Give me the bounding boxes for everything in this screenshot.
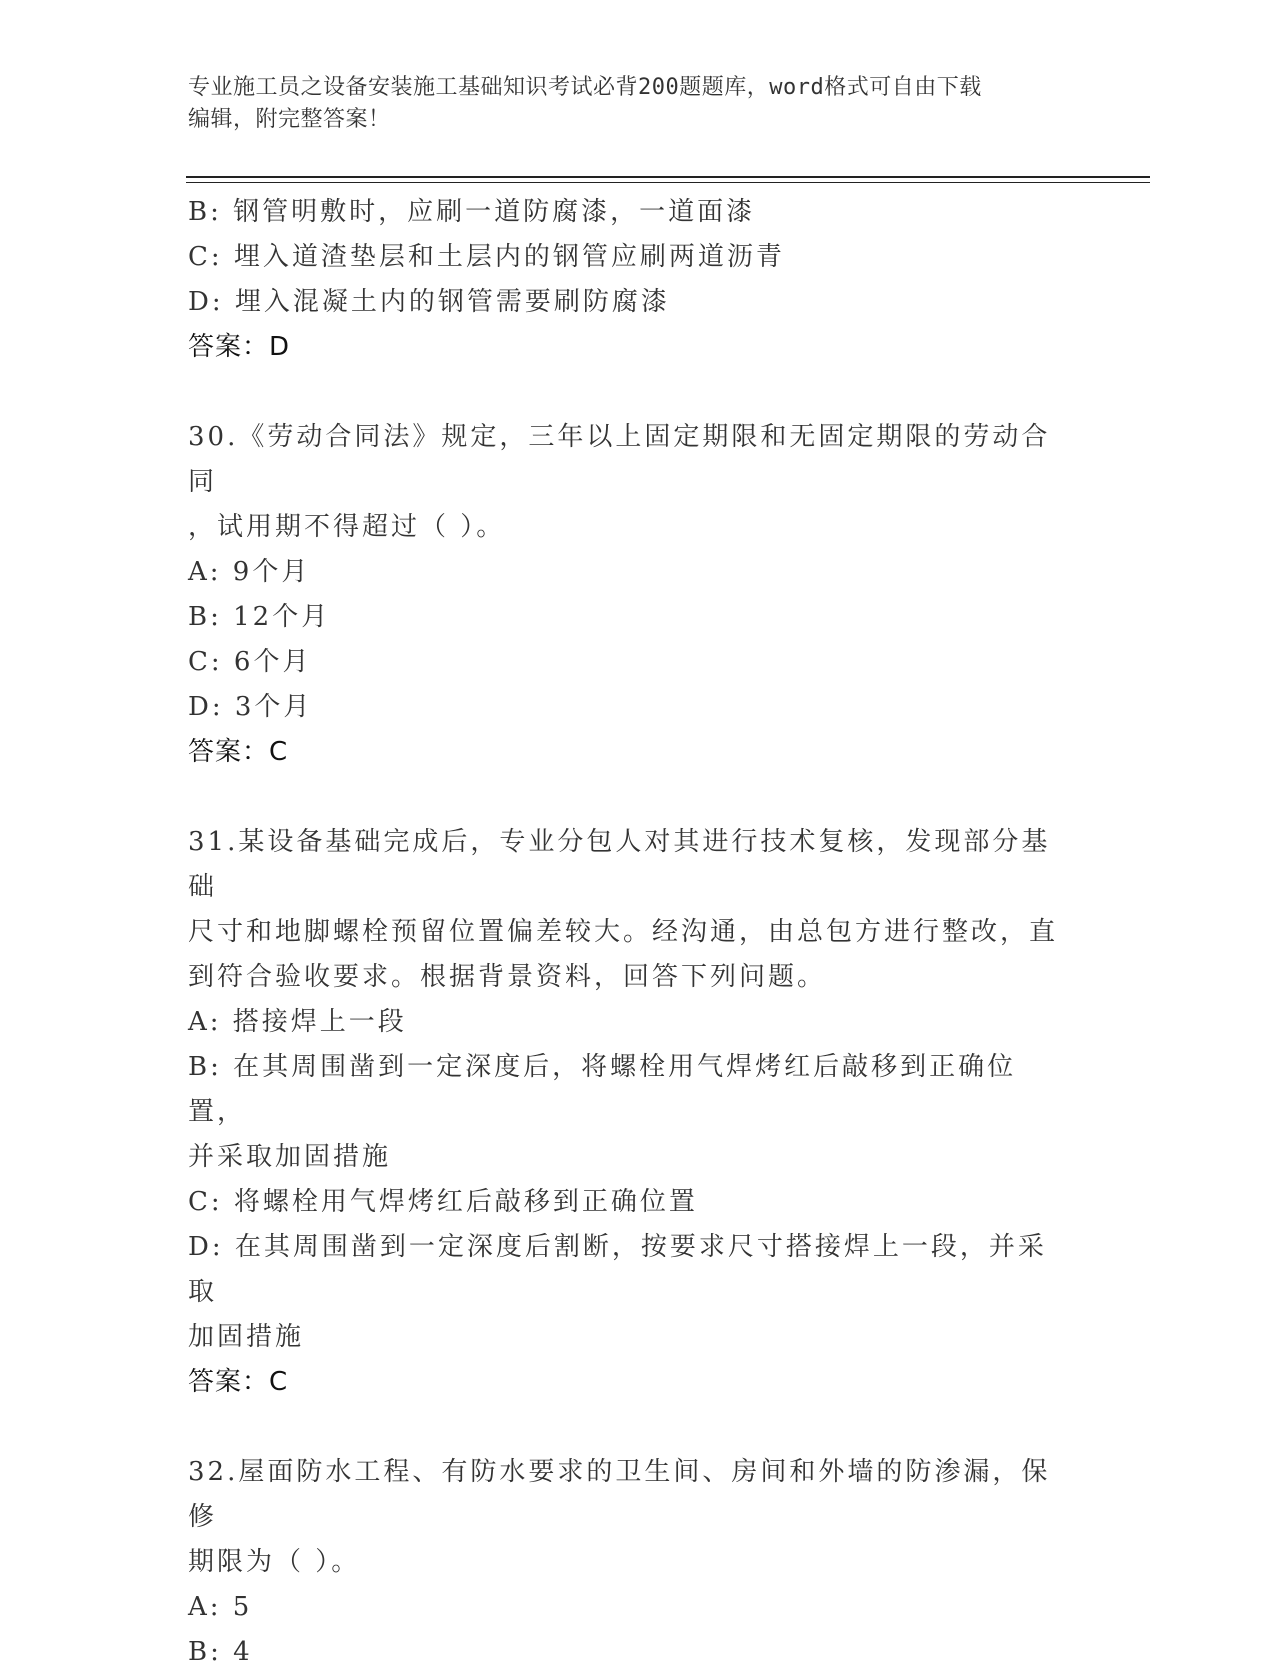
spacer — [188, 1405, 1068, 1450]
answer: 答案：C — [188, 737, 289, 767]
option-c: C: 埋入道渣垫层和土层内的钢管应刷两道沥青 — [188, 242, 785, 272]
header-divider — [186, 176, 1150, 178]
question-stem: 31.某设备基础完成后，专业分包人对其进行技术复核，发现部分基础 — [188, 827, 1051, 902]
question-stem-cont: 期限为（ ）。 — [188, 1547, 361, 1577]
header-title-line2: 编辑，附完整答案！ — [188, 107, 391, 132]
option-a: A: 搭接焊上一段 — [188, 1007, 407, 1037]
option-b: B: 4 — [188, 1637, 253, 1667]
header-divider-thin — [186, 182, 1150, 183]
document-header — [188, 72, 1088, 136]
question-31 — [188, 820, 1068, 1405]
question-30 — [188, 415, 1068, 775]
option-d: D: 在其周围凿到一定深度后割断，按要求尺寸搭接焊上一段，并采取 — [188, 1232, 1047, 1307]
question-32 — [188, 1450, 1068, 1675]
answer: 答案：C — [188, 1367, 289, 1397]
question-list — [188, 190, 1068, 1675]
option-d-cont: 加固措施 — [188, 1322, 305, 1352]
answer: 答案：D — [188, 332, 291, 362]
option-b: B: 钢管明敷时，应刷一道防腐漆，一道面漆 — [188, 197, 756, 227]
question-stem-cont: ，试用期不得超过（ ）。 — [188, 512, 506, 542]
option-a: A: 9个月 — [188, 557, 311, 587]
option-b-cont: 并采取加固措施 — [188, 1142, 392, 1172]
question-stem-cont: 尺寸和地脚螺栓预留位置偏差较大。经沟通，由总包方进行整改，直 — [188, 917, 1059, 947]
question-stem-cont: 到符合验收要求。根据背景资料，回答下列问题。 — [188, 962, 827, 992]
option-c: C: 将螺栓用气焊烤红后敲移到正确位置 — [188, 1187, 698, 1217]
question-stem: 32.屋面防水工程、有防水要求的卫生间、房间和外墙的防渗漏，保修 — [188, 1457, 1051, 1532]
question-stem: 30.《劳动合同法》规定，三年以上固定期限和无固定期限的劳动合同 — [188, 422, 1051, 497]
option-b: B: 在其周围凿到一定深度后，将螺栓用气焊烤红后敲移到正确位置， — [188, 1052, 1017, 1127]
option-a: A: 5 — [188, 1592, 253, 1622]
option-c: C: 6个月 — [188, 647, 312, 677]
option-b: B: 12个月 — [188, 602, 331, 632]
spacer — [188, 775, 1068, 820]
option-d: D: 3个月 — [188, 692, 313, 722]
question-29-tail — [188, 190, 1068, 370]
header-title-line1: 专业施工员之设备安装施工基础知识考试必背200题题库，word格式可自由下载 — [188, 75, 982, 100]
option-d: D: 埋入混凝土内的钢管需要刷防腐漆 — [188, 287, 670, 317]
spacer — [188, 370, 1068, 415]
